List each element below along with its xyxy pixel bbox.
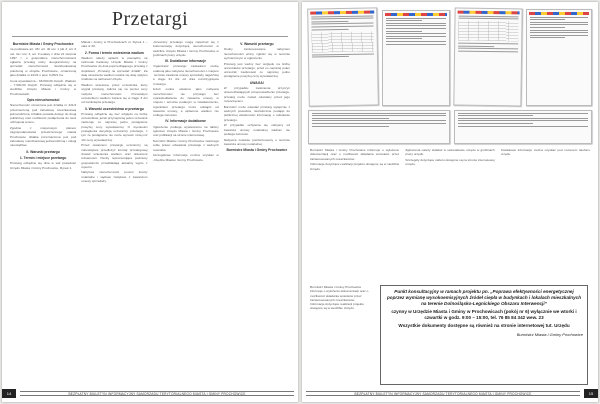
section-heading: Burmistrz Miasta i Gminy Prochowice [12,42,74,46]
paragraph: W przypadku uchylenia się nabywcy od zawarcia umowy notarialnej wadium nie podlega zwrotowi. [223,123,290,136]
column-2 [81,40,147,384]
paragraph: Zgodnie z miejscowym planem zagospodarowania przestrzennego miasta Prochowice działka przeznaczona jest pod zabudowę mieszkaniową jednorodzinną i usługi nieuciążliwe. [10,126,77,148]
right-column-2 [405,148,494,282]
section-heading: IV. Informacje dodatkowe [165,119,206,124]
paragraph: Zgłoszenia należy składać w sekretariacie urzędu w godzinach pracy urzędu. [405,148,495,157]
paragraph: Burmistrz Miasta i Gminy Prochowice zastrzega sobie prawo odwołania przetargu z ważnych powodów. [152,139,219,152]
notice-documents: Wszystkie dokumenty dostępne są również na stronie internetowej tut. Urzędu [398,323,570,328]
right-column-3 [501,148,590,282]
scanned-document-2 [382,10,450,106]
paragraph: Przetarg jest ważny bez względu na liczbę uczestników przetargu, jeżeli co najmniej jeden uczestnik zaoferował co najmniej jedno postąpienie powyżej ceny wywoławczej. [223,61,290,79]
right-page [302,2,598,402]
section-heading: V. Warunki przetargu [240,42,274,46]
section-heading: UWAGA! [249,80,264,85]
paragraph: Przetarg odbędzie się bez względu na liczbę uczestników, jeżeli przynajmniej jeden uczestnik zaoferuje co najmniej jedno postąpienie powyżej ceny wywoławczej. O wysokości postąpienia decydują uczestnicy przetargu, z tym że postąpienie nie może wynosić mniej niż 1% ceny wywoławczej. [81,111,148,142]
paragraph: Ogłoszenie podlega wywieszeniu na tablicy ogłoszeń Urzędu Miasta i Gminy Prochowice oraz publikacji na stronie internetowej. [152,124,219,138]
page-footer-right [302,389,598,398]
scanned-document-6 [454,110,592,144]
paragraph: Osoby zainteresowane nabyciem nieruchomości winny zgłosić się w terminie wyznaczonym w ogłoszeniu. [223,47,290,60]
paragraph: Cena wywoławcza – 68.000,00 złotych. Wadium – 7.000,00 złotych. Przetarg odbędzie się w siedzibie Urzędu Miasta i Gminy w Prochowicach. [10,78,77,96]
paragraph: Burmistrz Miasta i Gminy Prochowice informuje o wyłożeniu dokumentacji oraz o możliwości składania wniosków przez zainteresowanych mieszkańców. [310,285,369,302]
section-heading: Burmistrz Miasta i Gminy Prochowice [226,148,288,153]
page-number: 14 [2,389,16,398]
scanned-document-3 [453,8,522,107]
title-divider [12,36,288,37]
page-number-right: 15 [584,389,598,398]
paragraph: W przypadku zaistnienia przyczyn uniemożliwiających przeprowadzenie przetargu, przetarg może zostać odwołany przed jego rozpoczęciem. [223,86,290,103]
paragraph: Szczegółowe informacje można uzyskać w Urzędzie Miasta i Gminy Prochowice. [152,153,219,162]
article-columns [10,40,290,384]
section-heading: III. Dodatkowe informacje [165,59,207,64]
page-title: Przetargi [111,8,189,30]
paragraph: Informacje dotyczące realizacji projektu dostępne są w siedzibie Urzędu. [310,162,400,171]
paragraph: Miasta i Gminy w Prochowicach ul. Rynek 1 – sala nr 20. [81,40,148,49]
section-heading: 1. Termin i miejsce przetargu [19,155,67,160]
paragraph: Organizator przetargu zawiadomi osobę ustaloną jako nabywca nieruchomości o miejscu i terminie zawarcia umowy sprzedaży najpóźniej w ciągu 21 dni od dnia rozstrzygnięcia przetargu. [152,64,219,86]
scanned-document-1 [307,7,379,106]
side-column [310,285,374,385]
column-3 [153,40,219,384]
scanned-document-4 [526,9,592,106]
paragraph: Wadium wniesione przez uczestnika, który wygrał przetarg, zalicza się na poczet ceny nabycia nieruchomości. Pozostałym uczestnikom wadium zwraca się w ciągu 3 dni od zamknięcia przetargu. [81,83,148,105]
notice-signature: Burmistrz Miasta i Gminy Prochowice [516,332,583,337]
paragraph: Informacje dotyczące realizacji projektu dostępne są w siedzibie Urzędu. [310,302,364,311]
paragraph: na podstawie art. 38 i art. 40 ust. 1 pkt 3, art. 6 ust. 2a i ust. 3, art. 9 ustawy z dnia 21 sierpnia 1997 r. o gospodarce nieruchomościami ogłasza przetarg ustny nieograniczony na sprzedaż nieruchomości niezabudowanej położonej w obrębie Prochowice, oznaczonej jako działka nr 221/4 o pow. 0,0521 ha. [10,47,77,78]
paragraph: Przetarg odbędzie się dnia w sali posiedzeń Urzędu Miasta i Gminy Prochowice, Rynek 1. [10,161,77,170]
scanned-documents [308,8,592,144]
consultation-notice-box [380,285,588,385]
paragraph: Nabywca zostanie poinformowany o terminie zawarcia umowy notarialnej. [223,137,290,146]
column-4 [224,40,290,384]
right-columns [310,148,590,282]
paragraph: Nabywca nieruchomości ponosi koszty notarialne i sądowe związane z zawarciem umowy sprzedaży. [81,170,148,184]
notice-hours: czynny w Urzędzie Miasta i Gminy w Prochowicach (pokój nr 6) wyłącznie we wtorki i czwartki w godz. 9:00 – 15:00, tel. 76 85 84 342 wew. 23 [391,309,577,320]
left-page [2,2,298,402]
paragraph: Przed otwarciem przetargu uczestnicy są zobowiązani przedłożyć komisji przetargowej dowód wniesienia wadium oraz dokument tożsamości. Osoby reprezentujące podmioty gospodarcze przedkładają aktualny wypis z rejestru. [81,143,148,169]
paragraph: Uczestnicy przetargu mogą zapoznać się z dokumentacją dotyczącą nieruchomości w siedzibie Urzędu Miasta i Gminy Prochowice w godzinach pracy urzędu. [152,40,219,57]
section-heading: II. Warunki przetargu [26,149,60,154]
section-heading: Opis nieruchomości [26,97,60,102]
paragraph: Wadium należy wpłacić w pieniądzu na rachunek bankowy Urzędu Miasta i Gminy Prochowice do dnia poprzedzającego przetarg z dopiskiem „Przetarg na sprzedaż działki”. Za datę wniesienia wadium uważa się datę wpływu środków na rachunek Urzędu. [81,55,148,82]
section-heading: 3. Warunki uczestnictwa w przetargu [84,106,144,111]
page-footer [2,389,298,398]
paragraph: Szczegóły dotyczące naboru dostępne są na stronie internetowej urzędu. [405,157,495,167]
paragraph: Nieruchomość oznaczona jest działką nr 221/4 przeznaczoną pod zabudowę mieszkaniową jednorodzinną. Działka posiada dostęp do drogi publicznej oraz możliwość podłączenia do sieci uzbrojenia terenu. [10,103,77,125]
right-column-1 [310,148,399,282]
section-heading: 2. Forma i termin wniesienia wadium [84,50,144,55]
footer-text-right: BEZPŁATNY BIULETYN INFORMACYJNY SAMORZĄDU TERYTORIALNEGO MIASTA I GMINY PROCHOWICE [306,391,580,396]
column-1 [10,40,76,384]
scanned-document-5 [308,110,450,144]
notice-project-title: Punkt konsultacyjny w ramach projektu pn. „Poprawa efektywności energetycznej poprzez wymianę wysokoemisyjnych źródeł ciepła w budynkach i lokalach mieszkalnych na terenie Dolnośląsko-Legnickiego Obszaru Interwencji” [386,289,582,306]
paragraph: Jeżeli osoba ustalona jako nabywca nieruchomości nie przystąpi bez usprawiedliwienia do zawarcia umowy w miejscu i terminie podanym w zawiadomieniu, organizator przetargu może odstąpić od zawarcia umowy, a wpłacone wadium nie podlega zwrotowi. [152,87,219,118]
footer-text: BEZPŁATNY BIULETYN INFORMACYJNY SAMORZĄDU TERYTORIALNEGO MIASTA I GMINY PROCHOWICE [20,391,294,396]
paragraph: Dodatkowe informacje można uzyskać pod numerem telefonu urzędu. [500,148,590,157]
paragraph: Burmistrz Miasta i Gminy Prochowice informuje o wyłożeniu dokumentacji oraz o możliwości składania wniosków przez zainteresowanych mieszkańców. [310,148,400,161]
paragraph: Burmistrz może odwołać przetarg wyłącznie z ważnych powodów, niezwłocznie podając do publicznej wiadomości informację o odwołaniu przetargu. [223,104,290,122]
